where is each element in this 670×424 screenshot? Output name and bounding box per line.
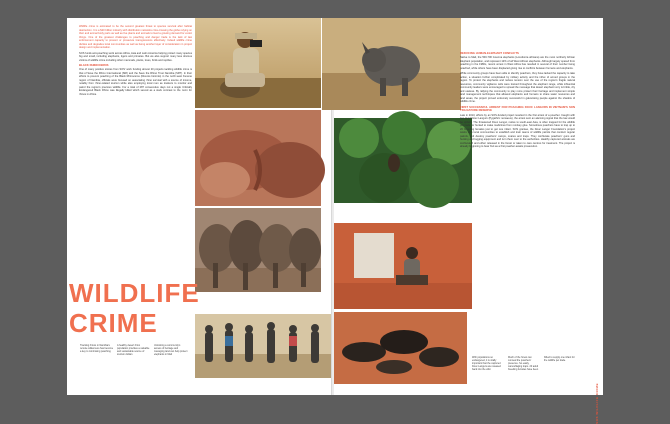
intro-paragraph: Wildlife crime is estimated to be the second greatest threat to species survival after habitat destruction. It is a $20 billion industry with distribution networks criss-crossing the globe relying on their and animal body parts as well as live plants and animals to feed a growing demand for exotic things. One of the greatest challenges to poaching and danger trade is the lack of law enforcement capacity to prevent or prosecute transgressions effectively. Indeed wildlife crime divides and degrades local communities as well as being another layer of consideration in project design and implementation. (79, 25, 192, 49)
body-paragraph: SOS funds anti-poaching work across Africa, Asia and Latin America helping protect many species big and small, including elephants, tigers and primates. But we also support many less obvious victims of wildlife crime including other mammals, plants, trees, birds and reptiles. (79, 51, 192, 62)
photo-trackers-walking (195, 314, 331, 378)
photo-caption: Unlocking a community's access of heritage and managing land can help protect elephants in Mali (154, 344, 188, 357)
photo-tracker-binoculars (195, 18, 321, 108)
photo-forest-langur (334, 118, 472, 203)
vertical-section-tag: SOS WILDLIFE CRIME (595, 383, 599, 424)
left-text-column (79, 25, 192, 98)
photo-seated-man (334, 223, 472, 309)
section-heading: REDUCING HUMAN-ELEPHANT CONFLICTS (460, 51, 519, 55)
photo-caption: A healthy desert rhino population provides a valuable and sustainable source of tourism dollars (117, 344, 150, 357)
article-title-line1: WILDLIFE (69, 278, 200, 308)
photo-elephants-close (195, 110, 321, 206)
photo-caption: With populations so endangered, it is vitally important that the captured Douc Langurs are released back into the wild. (472, 356, 501, 372)
right-text-column (460, 50, 575, 151)
body-paragraph: One of many positive stories from SOS' work funding almost 20 projects tackling wildlife crime is that of Save the Rhino International (SRI) and the Save the Rhino Trust Namibia (SRT). In their efforts to prevent poaching of the Black Rhinoceros (Diceros bicornis) in the north-west Kunene region of Namibia, officials were focused on associating rhino survival with a source of income, notably from rhino-related tourism while also employing local men as trackers to monitor and patrol the region's precious wildlife. For a total of 287 consecutive days not a single Critically Endangered Black Rhino was illegally killed which served as a stark contrast to the norm for rhinos in Africa. (79, 68, 192, 96)
photo-confiscated-animals (334, 312, 467, 384)
photo-elephant-herd (195, 208, 321, 292)
article-title-line2: CRIME (69, 308, 158, 338)
body-paragraph: While community groups have been able to identify poachers, they have lacked the capacity to take action, a situation further complicated by military activity and the influx of armed groups in the region. To protect the elephants and reduce tension over the use of the region's fragile natural resources, community vigilance cells were trained throughout the elephant range, while influential community leaders were encouraged to spread the message that desert elephant ivory is brittle, dry and useless. By rallying the community to play more protect their heritage and implement simple land management techniques that allowed elephants and humans to share water resources and land areas, the project proved extremely successful in galvanising people against the shadow of wildlife crime. (460, 72, 575, 104)
right-page (334, 18, 603, 424)
body-paragraph: Late in 2013, efforts by an SOS-funded project resulted in the first arrest of a poacher. Caught with two dead Douc Langurs (Pygathrix nemaeus), the arrest sent an alarming signal that the law would be upheld. The threatened Douc Langur, native to south-east Asia, is often trapped for the wildlife pet trade, or hunted to make medicines from monkey glue. Sometimes poachers have to trap up to 20 breeding females just to get one infant. SOS grantee, the Douc Langur Foundation's project works with local communities to establish and train teams of wildlife patrols that conduct regular patrols, and destroy poachers' camps, snares and traps. They confiscate poachers' guns and hunting and logging equipment and turn them over to the authorities. Healthy captured animals are confiscated and either released in the forest or taken to care centres for treatment. The project is already beginning to bear fruit as a first poacher awaits prosecution. (460, 113, 575, 149)
left-page (67, 18, 333, 395)
photo-black-rhino (322, 18, 461, 110)
section-heading: BLACK RHINOCEROS (79, 63, 109, 67)
photo-caption: Much of the forest can conceal the poachers' presence. So easily, camouflaging traps. 20 adult breeding females have been (508, 356, 539, 372)
photo-caption: Killed to supply one infant for the wildlife pet trade. (544, 356, 575, 363)
section-heading: FIRST SUCCESSFUL ARREST FOR POACHING DOUC LANGURS IN VIETNAM'S SON TRA NATURE RESERVE (460, 104, 575, 113)
body-paragraph: Native to Mali, the 500-700 Gourma elephants (Loxodonta africana) are the most northerly African Elephant population, and represent 12% of all West African elephants. Although largely spared from poaching in the 1980s, recent unrest in West Africa has resulted in several of their number being poached, while others have been displaced giving rise to conflicts between humans and elephants. (460, 56, 575, 70)
photo-caption: Tracking rhinos in Namibia's remote wilderness has become a key to minimising poaching (80, 344, 114, 354)
